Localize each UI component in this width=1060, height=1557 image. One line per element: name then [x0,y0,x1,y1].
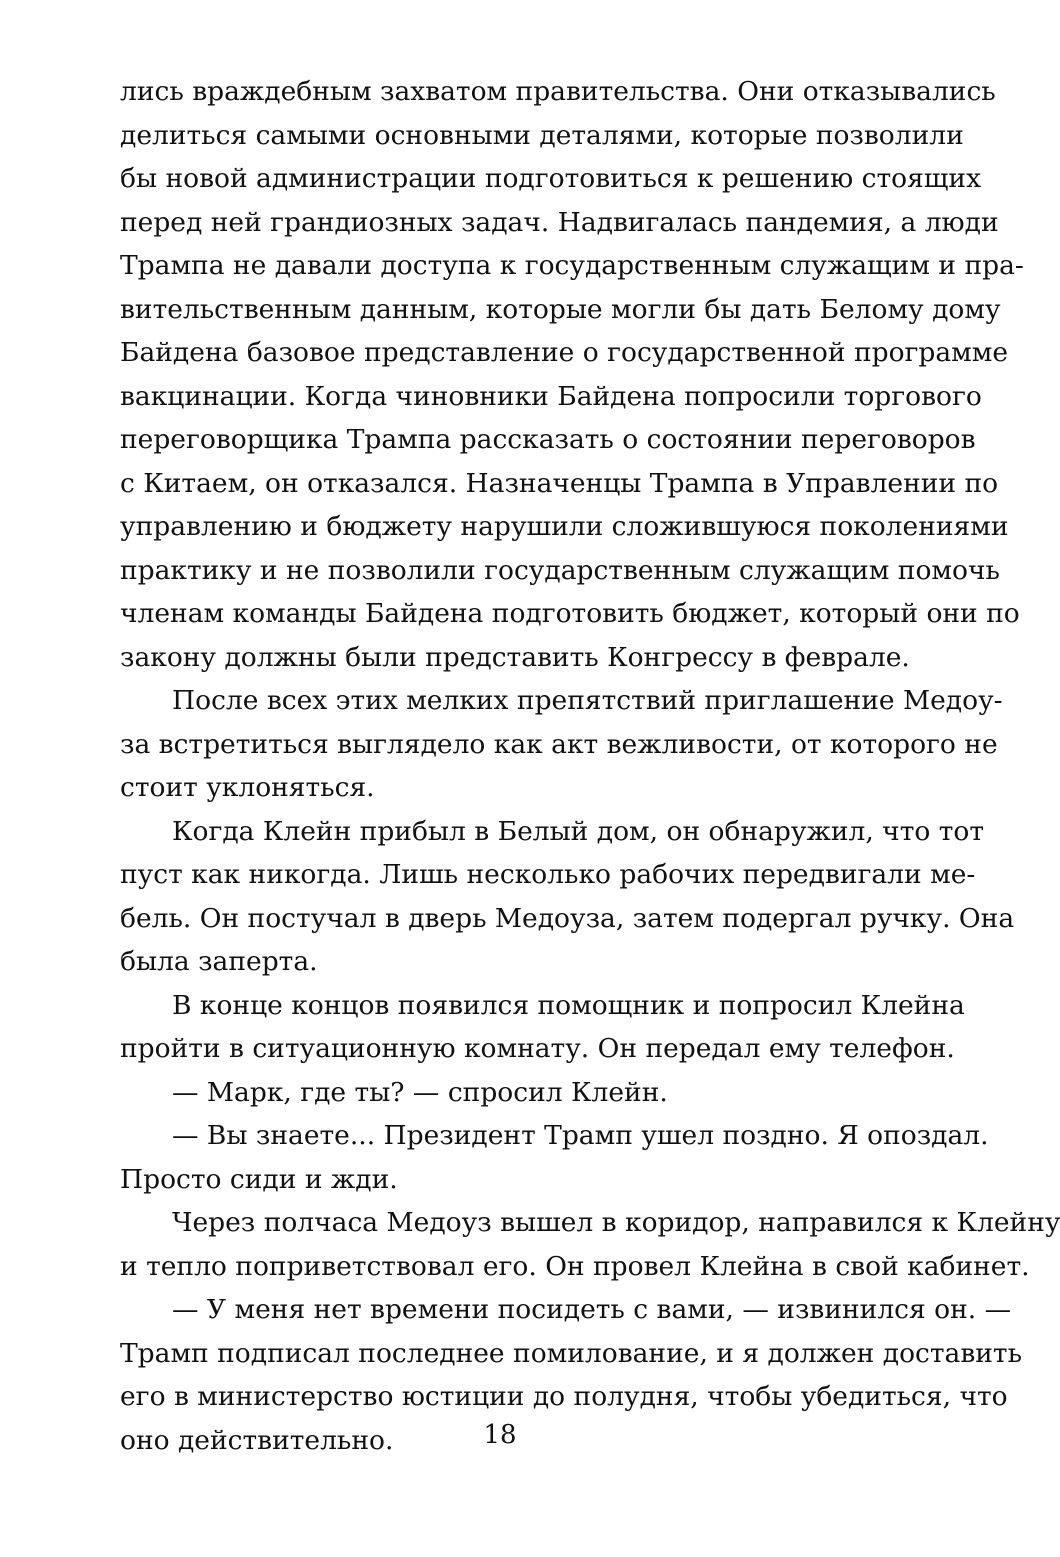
paragraph [120,1114,989,1201]
paragraph [120,810,1015,984]
text-line: После всех этих мелких препятствий приглашение Медоу- [172,685,1003,716]
text-line: переговорщика Трампа рассказать о состоянии переговоров [120,424,976,455]
paragraph [120,1071,938,1115]
text-line: пуст как никогда. Лишь несколько рабочих передвигали ме- [120,859,976,890]
text-line: членам команды Байдена подготовить бюджет, который они по [120,598,1020,629]
paragraph [120,984,965,1071]
text-line: управлению и бюджету нарушили сложившуюся поколениями [120,511,1009,542]
text-line: Трампа не давали доступа к государственным служащим и пра- [120,250,1024,281]
text-line: пройти в ситуационную комнату. Он передал ему телефон. [120,1033,955,1064]
page-number: 18 [483,1420,517,1450]
page-text-body [120,70,1060,1470]
text-line: перед ней грандиозных задач. Надвигалась пандемия, а люди [120,206,999,238]
text-line: делиться самыми основными деталями, которые позволили [120,119,964,151]
text-line: Через полчаса Медоуз вышел в коридор, направился к Клейну [172,1207,1060,1238]
text-line: закону должны были представить Конгрессу в феврале. [120,641,910,673]
text-line: вительственным данным, которые могли бы дать Белому дому [120,293,1001,325]
paragraph [120,70,1024,679]
text-line: вакцинации. Когда чиновники Байдена попросили торгового [120,380,982,412]
text-line: Просто сиди и жди. [120,1163,398,1195]
text-line: оно действительно. [120,1424,394,1456]
text-line: лись враждебным захватом правительства. Они отказывались [120,76,996,107]
text-line: Байдена базовое представление о государственной программе [120,337,1009,368]
paragraph [120,679,1003,810]
text-line: его в министерство юстиции до полудня, чтобы убедиться, что [120,1381,1008,1412]
text-line: бы новой администрации подготовиться к решению стоящих [120,163,982,194]
text-line: — Марк, где ты? — спросил Клейн. [172,1076,668,1108]
text-line: стоит уклоняться. [120,772,375,803]
text-line: была заперта. [120,946,318,977]
text-line: за встретиться выглядело как акт вежливости, от которого не [120,728,998,760]
text-line: В конце концов появился помощник и попросил Клейна [172,989,965,1021]
paragraph [120,1201,1060,1288]
text-line: практику и не позволили государственным служащим помочь [120,554,1000,586]
text-line: и тепло поприветствовал его. Он провел Клейна в свой кабинет. [120,1250,1030,1282]
text-line: с Китаем, он отказался. Назначенцы Трампа в Управлении по [120,467,999,499]
text-line: Трамп подписал последнее помилование, и я должен доставить [120,1337,1023,1369]
text-line: — Вы знаете... Президент Трамп ушел поздно. Я опоздал. [172,1120,989,1151]
text-line: — У меня нет времени посидеть с вами, — извинился он. — [172,1294,1012,1325]
text-line: бель. Он постучал в дверь Медоуза, затем подергал ручку. Она [120,902,1015,934]
text-line: Когда Клейн прибыл в Белый дом, он обнаружил, что тот [172,815,985,847]
